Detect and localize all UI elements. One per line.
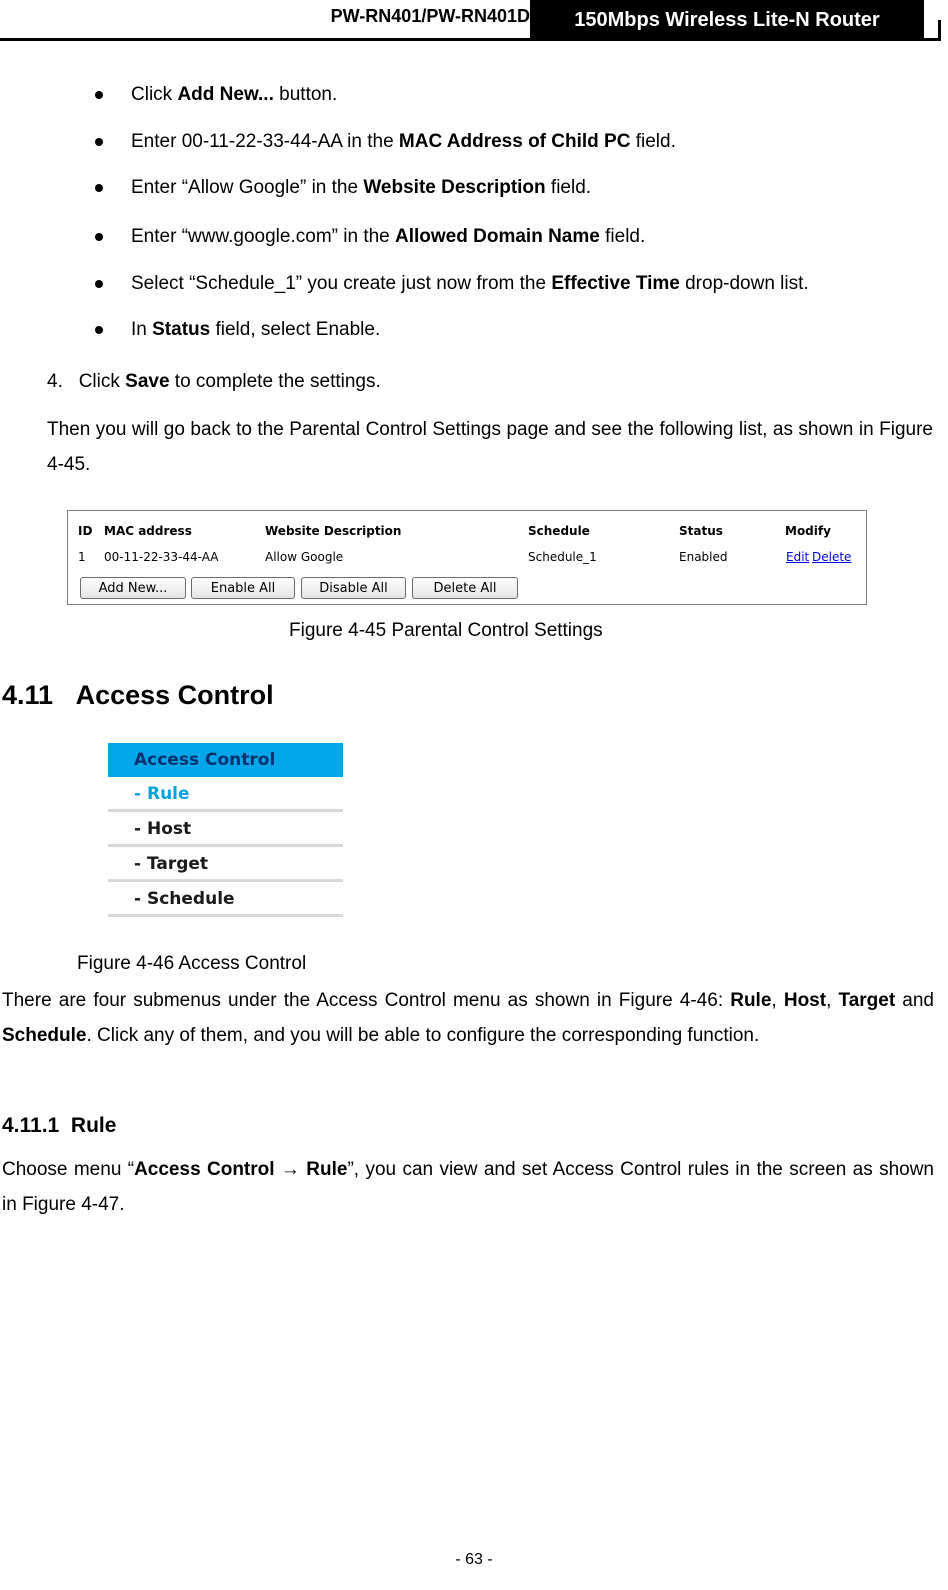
paragraph-rule-menu: Choose menu “Access Control → Rule”, you can view and set Access Control rules in the screen as shown in Figure 4-47. (2, 1159, 934, 1215)
bullet-item: In Status field, select Enable. (131, 319, 381, 340)
paragraph-submenus: There are four submenus under the Access Control menu as shown in Figure 4-46: Rule, Host, Target and Schedule. Click any of them, and you will be able to configure the corresponding function. (2, 990, 935, 1046)
col-header-modify: Modify (785, 524, 831, 538)
bullet-item: Click Add New... button. (131, 84, 338, 105)
header-rule (0, 38, 530, 41)
step-4: 4. Click Save to complete the settings. (47, 371, 381, 392)
row-id: 1 (78, 550, 86, 564)
menu-item-host[interactable]: - Host (108, 812, 343, 847)
figure-46-caption: Figure 4-46 Access Control (77, 953, 307, 974)
bullet-dot (95, 184, 103, 192)
menu-item-rule[interactable]: - Rule (108, 777, 343, 812)
delete-link[interactable]: Delete (812, 550, 852, 564)
figure-parental-control-table (67, 510, 867, 605)
bullet-item: Enter 00-11-22-33-44-AA in the MAC Address of Child PC field. (131, 131, 676, 152)
access-control-menu (108, 743, 343, 917)
bullet-item: Select “Schedule_1” you create just now from the Effective Time drop-down list. (131, 273, 809, 294)
bullet-item: Enter “www.google.com” in the Allowed Domain Name field. (131, 226, 646, 247)
bullet-dot (95, 326, 103, 334)
col-header-schedule: Schedule (528, 524, 590, 538)
delete-all-button[interactable]: Delete All (412, 577, 518, 599)
menu-header-access-control[interactable]: Access Control (108, 743, 343, 777)
bullet-dot (95, 233, 103, 241)
paragraph-parental-list: Then you will go back to the Parental Control Settings page and see the following list, as shown in Figure 4-45. (47, 419, 933, 475)
bullet-item: Enter “Allow Google” in the Website Description field. (131, 177, 592, 198)
bullet-dot (95, 138, 103, 146)
col-header-id: ID (78, 524, 93, 538)
edit-link[interactable]: Edit (786, 550, 810, 564)
bullet-dot (95, 91, 103, 99)
header-model: PW-RN401/PW-RN401D (330, 6, 530, 26)
col-header-description: Website Description (265, 524, 402, 538)
col-header-status: Status (679, 524, 723, 538)
row-mac: 00-11-22-33-44-AA (104, 550, 219, 564)
enable-all-button[interactable]: Enable All (191, 577, 295, 599)
row-description: Allow Google (265, 550, 344, 564)
disable-all-button[interactable]: Disable All (301, 577, 406, 599)
page-number: - 63 - (455, 1551, 493, 1568)
figure-45-caption: Figure 4-45 Parental Control Settings (289, 620, 603, 641)
bullet-dot (95, 280, 103, 288)
menu-item-schedule[interactable]: - Schedule (108, 882, 343, 917)
menu-item-target[interactable]: - Target (108, 847, 343, 882)
header-tick-base (924, 38, 941, 41)
subsection-heading: 4.11.1 Rule (2, 1114, 117, 1137)
header-product: 150Mbps Wireless Lite-N Router (530, 0, 924, 41)
row-status: Enabled (679, 550, 728, 564)
add-new-button[interactable]: Add New... (80, 577, 186, 599)
section-heading: 4.11 Access Control (2, 680, 274, 710)
row-schedule: Schedule_1 (528, 550, 597, 564)
col-header-mac: MAC address (104, 524, 192, 538)
